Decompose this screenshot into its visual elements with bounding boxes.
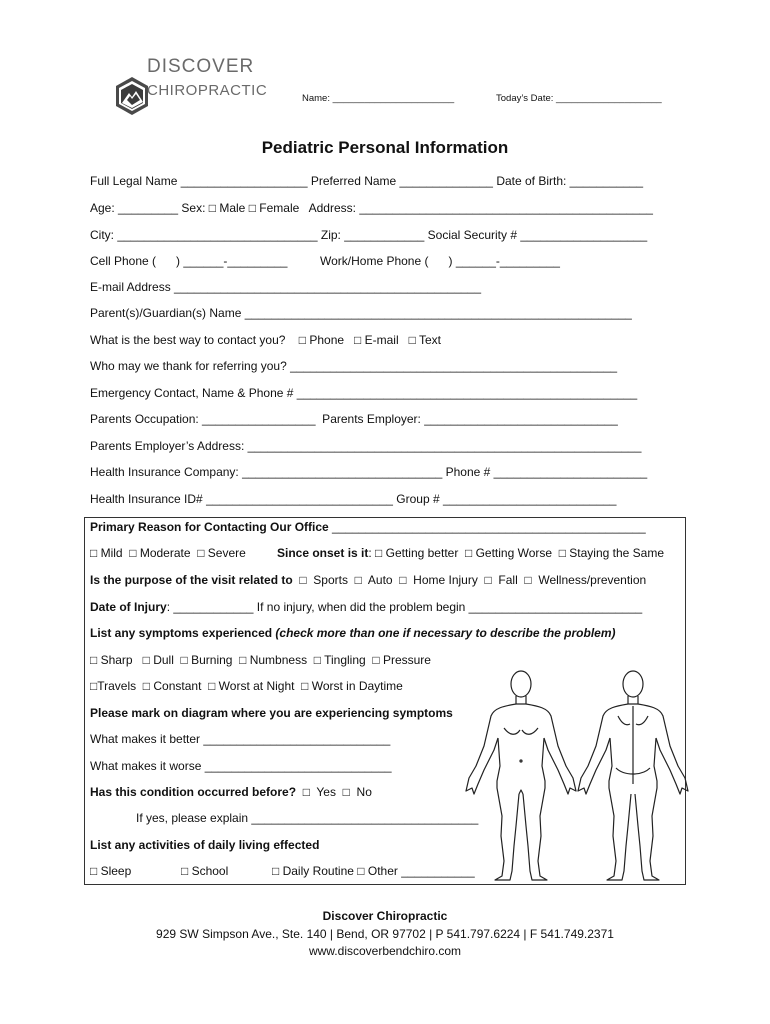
health-insurance-company-line[interactable]: Health Insurance Company: ______________________________ Phone # _______________________ bbox=[90, 465, 648, 479]
email-address-field[interactable]: E-mail Address ______________________________________________ bbox=[90, 280, 482, 294]
body-front-back-diagram-icon[interactable] bbox=[464, 666, 689, 888]
visit-purpose-line[interactable] bbox=[90, 573, 646, 587]
primary-reason-blank[interactable]: _______________________________________________ bbox=[328, 520, 646, 534]
occurred-before-label: Has this condition occurred before? bbox=[90, 785, 297, 799]
date-of-injury-blank[interactable]: : ____________ If no injury, when did the problem begin __________________________ bbox=[166, 600, 643, 614]
front-figure[interactable] bbox=[466, 671, 576, 880]
diagram-instruction: Please mark on diagram where you are experiencing symptoms bbox=[90, 706, 453, 720]
contact-preference-line[interactable]: What is the best way to contact you? □ Phone □ E-mail □ Text bbox=[90, 333, 442, 347]
primary-reason-line[interactable] bbox=[90, 520, 646, 534]
symptoms-heading bbox=[90, 626, 616, 640]
name-field[interactable]: Name: _______________________ bbox=[302, 93, 455, 104]
if-yes-explain-field[interactable]: If yes, please explain __________________________________ bbox=[136, 811, 479, 825]
emergency-contact-field[interactable]: Emergency Contact, Name & Phone # ___________________________________________________ bbox=[90, 386, 638, 400]
date-of-injury-label: Date of Injury bbox=[90, 600, 167, 614]
parents-employer-address-field[interactable]: Parents Employer’s Address: ___________________________________________________________ bbox=[90, 439, 642, 453]
body-diagram[interactable] bbox=[455, 648, 689, 893]
makes-worse-field[interactable]: What makes it worse ____________________________ bbox=[90, 759, 392, 773]
primary-reason-label: Primary Reason for Contacting Our Office bbox=[90, 520, 329, 534]
symptom-options-row1[interactable]: □ Sharp □ Dull □ Burning □ Numbness □ Tingling □ Pressure bbox=[90, 653, 431, 667]
activity-sleep-option[interactable]: □ Sleep bbox=[90, 864, 132, 878]
parent-guardian-name-field[interactable]: Parent(s)/Guardian(s) Name __________________________________________________________ bbox=[90, 306, 632, 320]
onset-options[interactable]: : □ Getting better □ Getting Worse □ Staying the Same bbox=[368, 546, 665, 560]
activity-daily-other-options[interactable]: □ Daily Routine □ Other ___________ bbox=[272, 864, 475, 878]
work-home-phone-field[interactable]: Work/Home Phone ( ) ______-_________ bbox=[320, 254, 560, 268]
logo-text-chiropractic: CHIROPRACTIC bbox=[147, 82, 268, 99]
cell-phone-field[interactable]: Cell Phone ( ) ______-_________ bbox=[90, 254, 288, 268]
age-sex-address-line[interactable]: Age: _________ Sex: □ Male □ Female Address: ____________________________________________ bbox=[90, 201, 653, 215]
symptoms-heading-label: List any symptoms experienced bbox=[90, 626, 276, 640]
severity-options[interactable]: □ Mild □ Moderate □ Severe bbox=[90, 546, 246, 560]
onset-label: Since onset is it bbox=[277, 546, 369, 560]
occurred-before-line[interactable] bbox=[90, 785, 372, 799]
todays-date-field[interactable]: Today’s Date: ____________________ bbox=[496, 93, 662, 104]
visit-purpose-label: Is the purpose of the visit related to bbox=[90, 573, 293, 587]
makes-better-field[interactable]: What makes it better ____________________________ bbox=[90, 732, 391, 746]
logo-text-discover: DISCOVER bbox=[147, 56, 255, 77]
parents-occupation-employer-line[interactable]: Parents Occupation: _________________ Parents Employer: _____________________________ bbox=[90, 412, 618, 426]
date-of-injury-line[interactable] bbox=[90, 600, 642, 614]
activity-school-option[interactable]: □ School bbox=[181, 864, 229, 878]
footer-website-link[interactable]: www.discoverbendchiro.com bbox=[308, 944, 462, 958]
onset-line[interactable] bbox=[277, 546, 664, 560]
city-zip-ssn-line[interactable]: City: ______________________________ Zip: ____________ Social Security # ___________________ bbox=[90, 228, 648, 242]
page-title: Pediatric Personal Information bbox=[261, 138, 509, 157]
health-insurance-id-line[interactable]: Health Insurance ID# ____________________________ Group # __________________________ bbox=[90, 492, 617, 506]
occurred-before-options[interactable]: □ Yes □ No bbox=[296, 785, 372, 799]
back-figure[interactable] bbox=[578, 671, 688, 880]
mountain-hexagon-logo-icon bbox=[115, 76, 149, 116]
footer-company-name: Discover Chiropractic bbox=[322, 909, 448, 923]
referral-field[interactable]: Who may we thank for referring you? _________________________________________________ bbox=[90, 359, 618, 373]
symptom-options-row2[interactable]: □Travels □ Constant □ Worst at Night □ Worst in Daytime bbox=[90, 679, 403, 693]
logo bbox=[106, 58, 149, 121]
visit-purpose-options[interactable]: □ Sports □ Auto □ Home Injury □ Fall □ Wellness/prevention bbox=[292, 573, 647, 587]
daily-activities-heading: List any activities of daily living effected bbox=[90, 838, 320, 852]
symptoms-heading-note: (check more than one if necessary to describe the problem) bbox=[275, 626, 616, 640]
full-legal-name-line[interactable]: Full Legal Name ___________________ Preferred Name ______________ Date of Birth: ___________ bbox=[90, 174, 644, 188]
footer-address: 929 SW Simpson Ave., Ste. 140 | Bend, OR 97702 | P 541.797.6224 | F 541.749.2371 bbox=[156, 927, 614, 941]
